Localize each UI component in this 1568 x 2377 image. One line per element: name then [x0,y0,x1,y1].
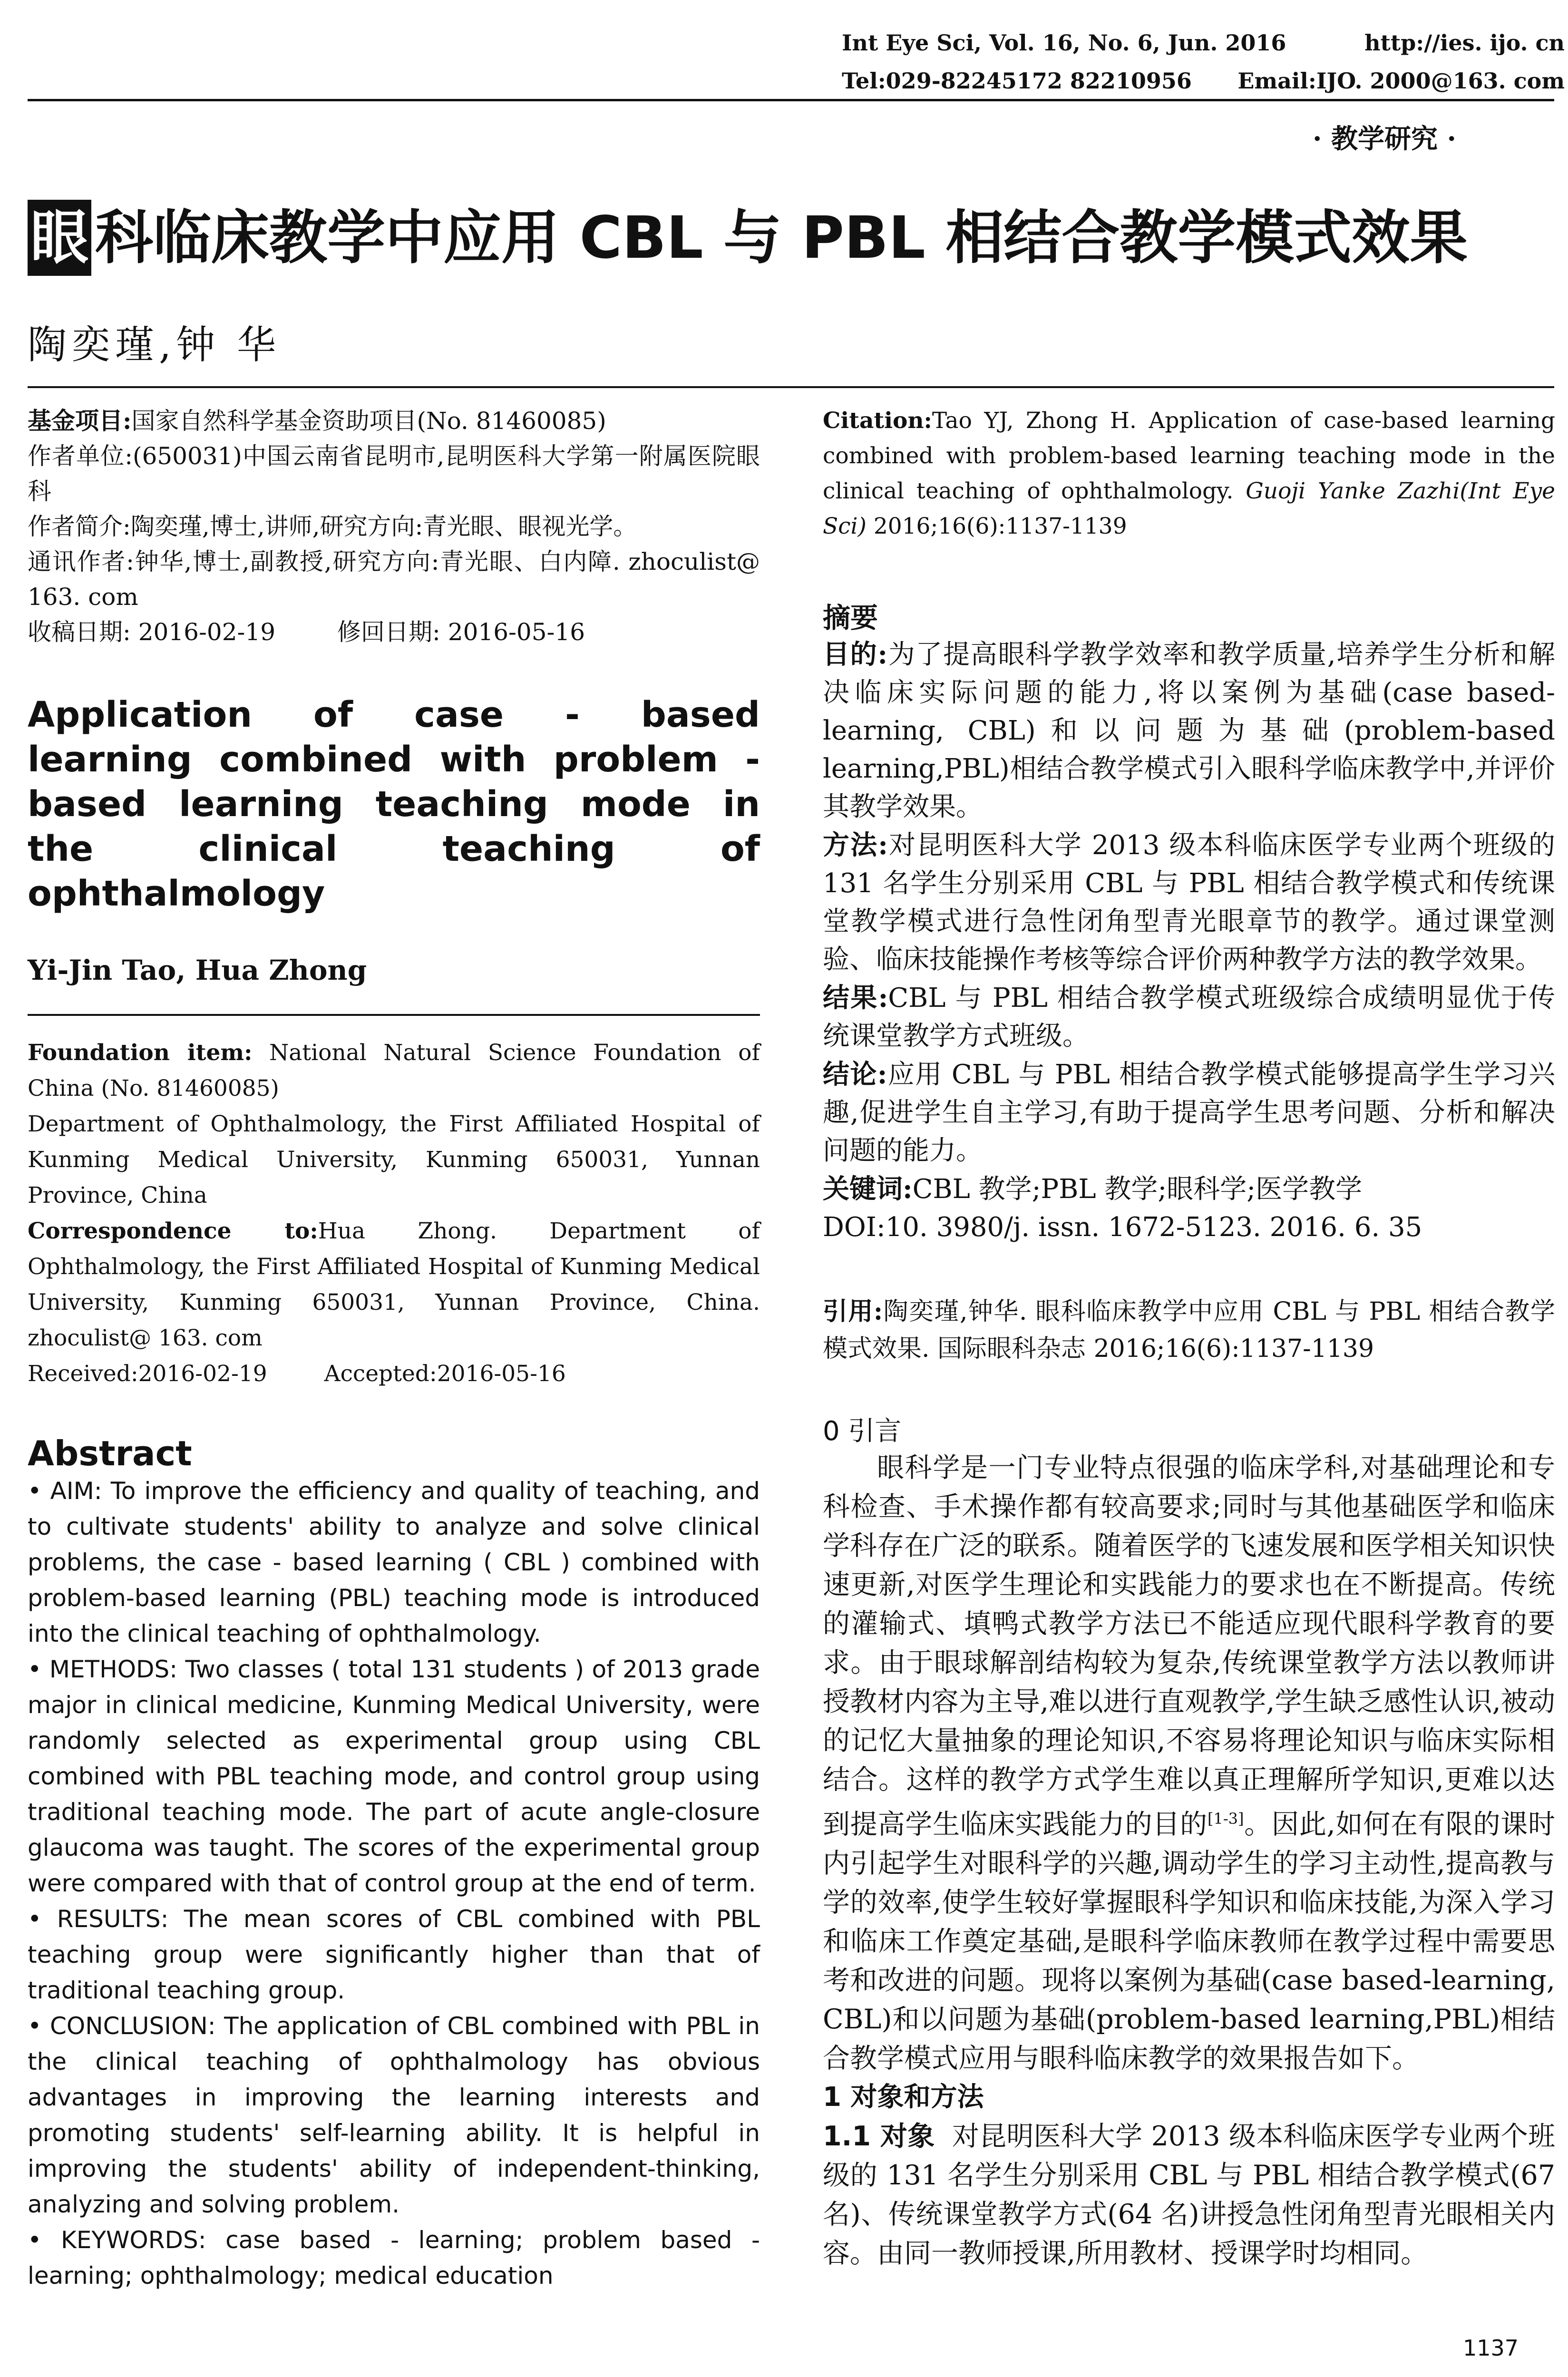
header-rule [28,99,1554,101]
reference-marker: [1-3] [1207,1810,1244,1828]
citation-cn: 引用:陶奕瑾,钟华. 眼科临床教学中应用 CBL 与 PBL 相结合教学模式效果. 国际眼科杂志 2016;16(6):1137-1139 [823,1297,1555,1363]
bio-cn: 作者简介:陶奕瑾,博士,讲师,研究方向:青光眼、眼视光学。 [28,513,637,540]
journal-website: http://ies. ijo. cn [1364,30,1565,56]
title-initial: 眼 [28,200,91,276]
abstract-methods: • METHODS: Two classes ( total 131 students ) of 2013 grade major in clinical medicine, Kunming Medical University, were randomly selected as experimental group using CBL combined with PBL teaching mode, and control group using traditional teaching mode. The part of acute angle-closure glaucoma was taught. The scores of the experimental group were compared with that of control group at the end of term. [28,1656,760,1897]
section-1-1-label: 1.1 对象 [823,2121,935,2152]
abstract-aim: • AIM: To improve the efficiency and quality of teaching, and to cultivate students' ability to analyze and solve clinical problems, the case - based learning ( CBL ) combined with problem-based learning (PBL) teaching mode is introduced into the clinical teaching of ophthalmology. [28,1477,760,1647]
zh-abstract-methods: 方法:对昆明医科大学 2013 级本科临床医学专业两个班级的 131 名学生分别采用 CBL 与 PBL 相结合教学模式和传统课堂教学模式进行急性闭角型青光眼章节的教学。通过课堂测验、临床技能操作考核等综合评价两种教学方法的教学效果。 [823,829,1556,975]
left-column [28,403,760,2294]
zh-abstract-heading: 摘要 [823,602,878,634]
right-column [823,403,1555,2273]
english-title: Application of case - based learning combined with problem - based learning teaching mode in the clinical teaching of ophthalmology [28,694,760,914]
title-rule [28,386,1554,388]
unit-cn: 作者单位:(650031)中国云南省昆明市,昆明医科大学第一附属医院眼科 [28,442,760,505]
journal-email: Email:IJO. 2000@163. com [1237,68,1565,94]
abstract-keywords: • KEYWORDS: case based - learning; problem based - learning; ophthalmology; medical education [28,2226,760,2289]
citation-label: Citation: [823,408,932,434]
running-header [842,24,1565,100]
received-cn: 收稿日期: 2016-02-19 [28,618,276,646]
zh-abstract-results: 结果:CBL 与 PBL 相结合教学模式班级综合成绩明显优于传统课堂教学方式班级。 [823,982,1556,1052]
accepted-en: Accepted:2016-05-16 [324,1361,566,1387]
abstract-heading: Abstract [28,1433,192,1473]
section-1-1: 1.1 对象 对昆明医科大学 2013 级本科临床医学专业两个班级的 131 名学生分别采用 CBL 与 PBL 相结合教学模式(67 名)、传统课堂教学方式(64 名)讲授急性闭角型青光眼相关内容。由同一教师授课,所用教材、授课学时均相同。 [823,2121,1555,2269]
citation-journal: Guoji Yanke Zazhi(Int Eye Sci) [823,478,1555,539]
journal-line: Int Eye Sci, Vol. 16, No. 6, Jun. 2016 [842,30,1286,56]
zh-abstract-keywords: 关键词:CBL 教学;PBL 教学;眼科学;医学教学 [823,1173,1363,1205]
intro-heading: 0 引言 [823,1416,902,1447]
section-label: · 教学研究 · [1313,123,1456,155]
section-1-heading: 1 对象和方法 [823,2082,984,2113]
authors-cn: 陶奕瑾,钟 华 [28,322,281,368]
article-title [28,200,1559,276]
journal-tel: Tel:029-82245172 82210956 [842,68,1192,94]
foundation-en: Foundation item: National Natural Science Foundation of China (No. 81460085) [28,1040,760,1101]
received-en: Received:2016-02-19 [28,1361,267,1387]
revised-cn: 修回日期: 2016-05-16 [337,618,585,646]
dates-cn [28,614,760,650]
fund-label: 基金项目: [28,407,132,435]
abstract-results: • RESULTS: The mean scores of CBL combined with PBL teaching group were significantly higher than that of traditional teaching group. [28,1905,760,2004]
intro-paragraph: 眼科学是一门专业特点很强的临床学科,对基础理论和专科检查、手术操作都有较高要求;同时与其他基础医学和临床学科存在广泛的联系。随着医学的飞速发展和医学相关知识快速更新,对医学生理论和实践能力的要求也在不断提高。传统的灌输式、填鸭式教学方法已不能适应现代眼科学教育的要求。由于眼球解剖结构较为复杂,传统课堂教学方法以教师讲授教材内容为主导,难以进行直观教学,学生缺乏感性认识,被动的记忆大量抽象的理论知识,不容易将理论知识与临床实际相结合。这样的教学方式学生难以真正理解所学知识,更难以达到提高学生临床实践能力的目的[1-3]。因此,如何在有限的课时内引起学生对眼科学的兴趣,调动学生的学习主动性,提高教与学的效率,使学生较好掌握眼科学知识和临床技能,为深入学习和临床工作奠定基础,是眼科学临床教师在教学过程中需要思考和改进的问题。现将以案例为基础(case based-learning, CBL)和以问题为基础(problem-based learning,PBL)相结合教学模式应用与眼科临床教学的效果报告如下。 [823,1452,1556,2074]
citation-en: Citation:Tao YJ, Zhong H. Application of case-based learning combined with problem-based learning teaching mode in the clinical teaching of ophthalmology. Guoji Yanke Zazhi(Int Eye Sci) 2016;16(6):1137-1139 [823,408,1555,539]
page-number: 1137 [1463,2335,1519,2361]
english-rule [28,1014,760,1016]
zh-abstract-conclusion: 结论:应用 CBL 与 PBL 相结合教学模式能够提高学生学习兴趣,促进学生自主学习,有助于提高学生思考问题、分析和解决问题的能力。 [823,1059,1555,1166]
abstract-conclusion: • CONCLUSION: The application of CBL combined with PBL in the clinical teaching of ophthalmology has obvious advantages in improving the learning interests and promoting students' self-learning ability. It is helpful in improving the students' ability of independent-thinking, analyzing and solving problem. [28,2012,760,2218]
title-rest: 科临床教学中应用 CBL 与 PBL 相结合教学模式效果 [95,204,1468,272]
dates-en [28,1356,760,1392]
fund-cn: 基金项目:国家自然科学基金资助项目(No. 81460085) [28,407,606,435]
doi: DOI:10. 3980/j. issn. 1672-5123. 2016. 6. 35 [823,1212,1422,1243]
english-authors: Yi-Jin Tao, Hua Zhong [28,954,367,986]
correspondence-en: Correspondence to:Hua Zhong. Department of Ophthalmology, the First Affiliated Hospital of Kunming Medical University, Kunming 650031, Yunnan Province, China. zhoculist@ 163. com [28,1218,760,1351]
zh-abstract-aim: 目的:为了提高眼科学教学效率和教学质量,培养学生分析和解决临床实际问题的能力,将以案例为基础(case based-learning, CBL)和以问题为基础(problem-based learning,PBL)相结合教学模式引入眼科学临床教学中,并评价其教学效果。 [823,639,1555,822]
corr-cn: 通讯作者:钟华,博士,副教授,研究方向:青光眼、白内障. zhoculist@ 163. com [28,548,760,611]
department-en: Department of Ophthalmology, the First Affiliated Hospital of Kunming Medical University, Kunming 650031, Yunnan Province, China [28,1111,760,1208]
